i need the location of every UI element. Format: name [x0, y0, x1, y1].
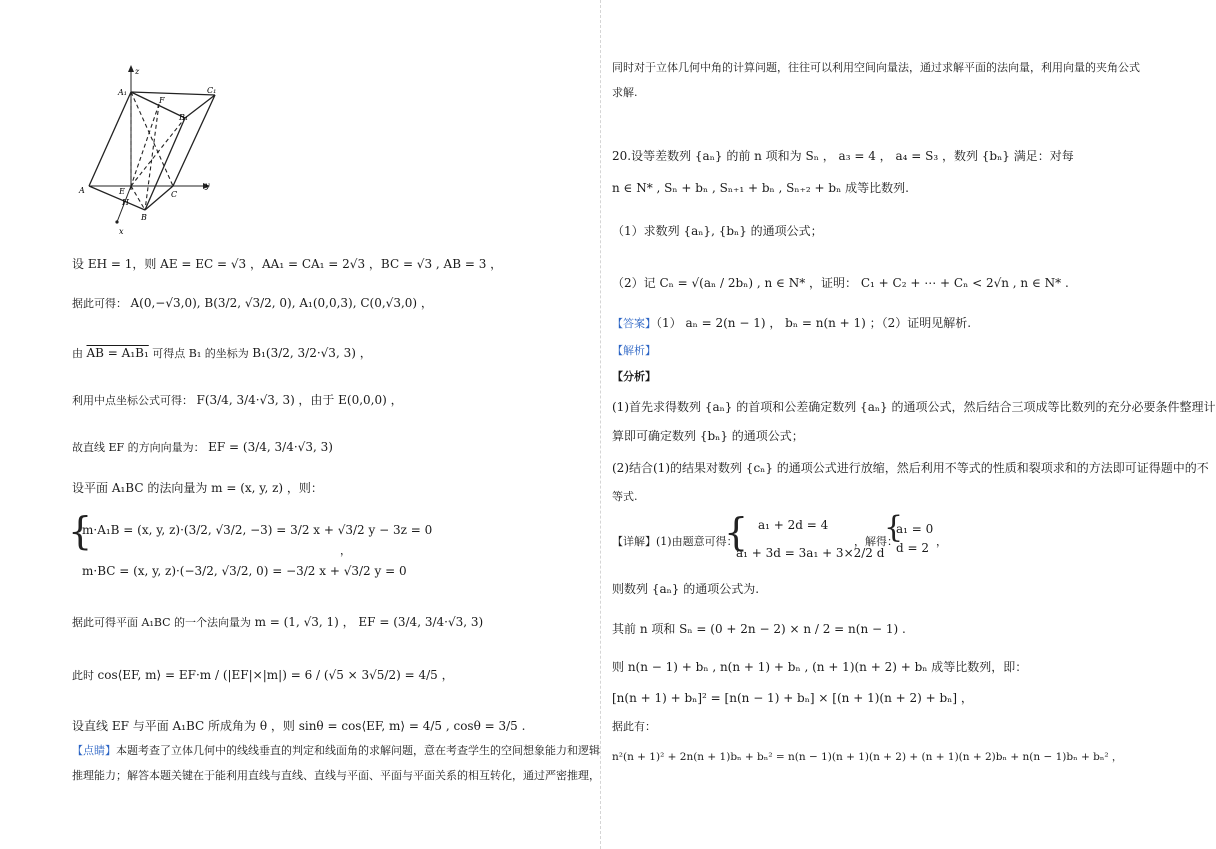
- geometric-sequence-line: 则 n(n − 1) + bₙ , n(n + 1) + bₙ , (n + 1)(n + 2) + bₙ 成等比数列，即：: [612, 660, 1028, 674]
- solution-a1: a₁ = 0: [896, 522, 934, 536]
- answer-line: [612, 316, 971, 331]
- detail-system-eq-1: a₁ + 2d = 4: [758, 518, 829, 532]
- system-equation-1: m·A₁B = (x, y, z)·(3/2, √3/2, −3) = 3/2 x + √3/2 y − 3z = 0: [82, 523, 433, 537]
- point-label-h: H: [122, 198, 129, 207]
- point-b1-formula: B₁(3/2, 3/2·√3, 3) ，: [252, 346, 372, 360]
- analysis-line-1: (1)首先求得数列 {aₙ} 的首项和公差确定数列 {aₙ} 的通项公式，然后结合三项成等比数列的充分必要条件整理计: [612, 400, 1216, 414]
- solution-d: d = 2: [896, 541, 929, 555]
- point-label-a: A: [79, 186, 85, 195]
- left-page: [0, 0, 600, 849]
- text-line-1: 设 EH = 1，则 AE = EC = √3 ，AA₁ = CA₁ = 2√3 ，BC = √3 , AB = 3 ，: [72, 257, 503, 271]
- general-term-line: 则数列 {aₙ} 的通项公式为.: [612, 582, 760, 596]
- point-label-f: F: [159, 96, 165, 105]
- vector-equation: AB = A₁B₁: [86, 346, 149, 360]
- analysis-line-2: 算即可确定数列 {bₙ} 的通项公式；: [612, 429, 804, 443]
- axis-label-z: z: [135, 67, 140, 76]
- right-line-1: 同时对于立体几何中角的计算问题，往往可以利用空间向量法，通过求解平面的法向量，利用向量的夹角公式: [612, 61, 1140, 74]
- solution-comma: ，: [936, 535, 947, 548]
- right-line-2: 求解.: [612, 86, 638, 99]
- text-line-2: [72, 296, 433, 311]
- tip-text: 本题考查了立体几何中的线线垂直的判定和线面角的求解问题，意在考查学生的空间想象能力和逻辑: [116, 744, 600, 757]
- normal-vector-formula: m = (1, √3, 1) ， EF = (3/4, 3/4·√3, 3): [254, 615, 484, 629]
- solution-brace: {: [884, 510, 904, 545]
- problem-20-title: 20.设等差数列 {aₙ} 的前 n 项和为 Sₙ ， a₃ = 4 ， a₄ = S₃ ，数列 {bₙ} 满足：对每: [612, 149, 1074, 163]
- analysis-heading: 【分析】: [612, 370, 656, 383]
- system-comma: ，: [340, 544, 351, 557]
- detail-system-eq-2: a₁ + 3d = 3a₁ + 3×2/2 d: [736, 546, 885, 560]
- text-line-8: [72, 668, 454, 683]
- text-line-3-label: 由: [72, 347, 83, 360]
- point-label-a1: A₁: [118, 88, 127, 97]
- text-line-8-label: 此时: [72, 669, 94, 682]
- text-line-5: [72, 440, 333, 455]
- detail-system-brace: {: [724, 510, 749, 554]
- problem-20-condition: n ∈ N* , Sₙ + bₙ , Sₙ₊₁ + bₙ , Sₙ₊₂ + bₙ 成等比数列.: [612, 181, 909, 195]
- therefore-line: 据此有：: [612, 720, 656, 733]
- text-line-11: 推理能力；解答本题关键在于能利用直线与直线、直线与平面、平面与平面关系的相互转化，通过严密推理，: [72, 769, 600, 782]
- sum-formula-line: 其前 n 项和 Sₙ = (0 + 2n − 2) × n / 2 = n(n − 1) .: [612, 622, 906, 636]
- text-line-2-label: 据此可得：: [72, 297, 127, 310]
- point-label-b1: B₁: [179, 113, 189, 122]
- expansion-line: n²(n + 1)² + 2n(n + 1)bₙ + bₙ² = n(n − 1)(n + 1)(n + 2) + (n + 1)(n + 2)bₙ + n(n − 1)bₙ + bₙ² ，: [612, 751, 1123, 763]
- right-page: [600, 0, 1216, 849]
- axis-label-y: y: [205, 181, 210, 190]
- cosine-formula: cos⟨EF, m⟩ = EF·m / (|EF|×|m|) = 6 / (√5 × 3√5/2) = 4/5 ，: [97, 668, 454, 682]
- system-equation-2: m·BC = (x, y, z)·(−3/2, √3/2, 0) = −3/2 x + √3/2 y = 0: [82, 564, 407, 578]
- detail-solve-label: ，解得：: [854, 535, 898, 548]
- detail-heading: 【详解】(1)由题意可得：: [612, 535, 738, 548]
- point-f-formula: F(3/4, 3/4·√3, 3): [196, 393, 295, 407]
- answer-tag: 【答案】: [612, 317, 656, 330]
- analysis-line-4: 等式.: [612, 490, 638, 503]
- text-line-7: [72, 615, 483, 630]
- text-line-5-label: 故直线 EF 的方向向量为：: [72, 441, 205, 454]
- point-label-b: B: [141, 213, 147, 222]
- point-label-c: C: [171, 190, 178, 199]
- coordinates-formula: A(0,−√3,0), B(3/2, √3/2, 0), A₁(0,0,3), C(0,√3,0) ，: [130, 296, 433, 310]
- question-1: （1）求数列 {aₙ}, {bₙ} 的通项公式；: [612, 224, 823, 238]
- analysis-line-3: (2)结合(1)的结果对数列 {cₙ} 的通项公式进行放缩，然后利用不等式的性质和裂项求和的方法即可证得题中的不: [612, 461, 1209, 475]
- vector-ef-formula: EF = (3/4, 3/4·√3, 3): [208, 440, 333, 454]
- text-line-9: 设直线 EF 与平面 A₁BC 所成角为 θ ，则 sinθ = cos⟨EF, m⟩ = 4/5 , cosθ = 3/5 .: [72, 719, 526, 733]
- square-equation-line: [n(n + 1) + bₙ]² = [n(n − 1) + bₙ] × [(n + 1)(n + 2) + bₙ] ，: [612, 691, 973, 705]
- analysis-tag: 【解析】: [612, 344, 656, 357]
- prism-figure: [75, 62, 215, 242]
- text-line-3: [72, 346, 372, 361]
- text-line-3-middle: 可得点 B₁ 的坐标为: [152, 347, 249, 360]
- text-line-7-label: 据此可得平面 A₁BC 的一个法向量为: [72, 616, 252, 629]
- system-brace: {: [68, 509, 93, 553]
- point-label-e: E: [119, 187, 125, 196]
- answer-text: （1） aₙ = 2(n − 1) ， bₙ = n(n + 1) ；（2）证明见解析.: [656, 316, 972, 330]
- text-line-6: 设平面 A₁BC 的法向量为 m = (x, y, z) ，则：: [72, 481, 323, 495]
- text-line-4-label: 利用中点坐标公式可得：: [72, 394, 193, 407]
- text-line-4: [72, 393, 403, 408]
- axis-label-x: x: [119, 227, 124, 236]
- text-line-10: [72, 744, 600, 758]
- point-label-c1: C₁: [207, 86, 217, 95]
- question-2: （2）记 Cₙ = √(aₙ / 2bₙ) , n ∈ N* ，证明： C₁ + C₂ + ⋯ + Cₙ < 2√n , n ∈ N* .: [612, 276, 1069, 290]
- point-e-formula: ，由于 E(0,0,0) ，: [298, 393, 403, 407]
- tip-tag: 【点睛】: [72, 744, 116, 757]
